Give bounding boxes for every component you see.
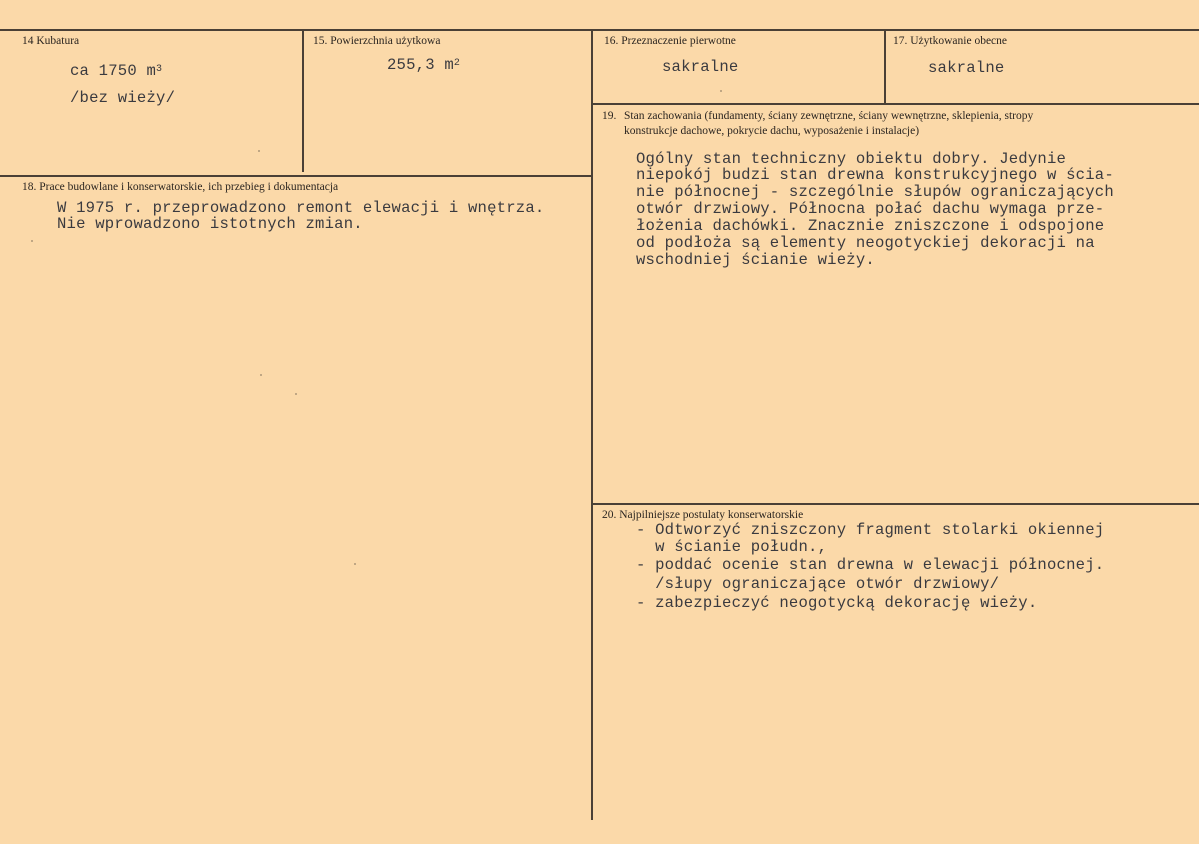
field-19-line-6: od podłoża są elementy neogotyckiej dekoracji na [636,234,1095,252]
paper-speck [260,374,262,376]
field-15-area-exponent: 2 [453,58,461,69]
field-15-area: 255,3 m [387,56,454,74]
field-18-line-2: Nie wprowadzono istotnych zmian. [57,215,363,233]
field-20-label: 20. Najpilniejsze postulaty konserwatorskie [602,509,804,521]
field-15-value [387,58,460,74]
field-19-line-7: wschodniej ścianie wieży. [636,251,875,269]
field-20-line-1: - Odtworzyć zniszczony fragment stolarki okiennej [636,521,1105,539]
field-16-value: sakralne [662,58,739,76]
field-18-line-1: W 1975 r. przeprowadzono remont elewacji i wnętrza. [57,199,545,217]
field-19-line-4: otwór drzwiowy. Północna połać dachu wymaga prze- [636,200,1105,218]
rule-top [0,29,1199,31]
field-19-line-2: niepokój budzi stan drewna konstrukcyjnego w ścia- [636,166,1114,184]
field-20-line-5: - zabezpieczyć neogotycką dekorację wieży. [636,594,1038,612]
paper-speck [258,150,260,152]
rule-16-17 [884,29,886,103]
field-20-line-4: /słupy ograniczające otwór drzwiowy/ [636,575,1000,593]
field-14-value [70,64,162,80]
field-14-volume-exponent: 3 [156,64,163,75]
paper-speck [354,563,356,565]
field-19-line-3: nie północnej - szczególnie słupów ograniczających [636,183,1114,201]
field-17-label: 17. Użytkowanie obecne [893,35,1008,47]
rule-center [591,29,593,820]
rule-14-15 [302,29,304,172]
rule-under-14-15 [0,175,593,177]
field-17-value: sakralne [928,59,1005,77]
field-20-line-2: w ścianie połudn., [636,538,828,556]
field-14-note: /bez wieży/ [70,89,176,107]
field-14-volume: ca 1750 m [70,62,157,80]
field-19-line-1: Ogólny stan techniczny obiektu dobry. Jedynie [636,150,1067,168]
rule-under-16-17 [592,103,1199,105]
field-19-label-line-2: konstrukcje dachowe, pokrycie dachu, wyposażenie i instalacje) [624,125,920,137]
field-20-line-3: - poddać ocenie stan drewna w elewacji północnej. [636,556,1105,574]
field-14-label: 14 Kubatura [22,35,80,47]
paper-speck [31,240,33,242]
field-19-label-num: 19. [602,110,617,122]
paper-speck [720,90,722,92]
field-16-label: 16. Przeznaczenie pierwotne [604,35,736,47]
rule-19-20 [592,503,1199,505]
field-15-label: 15. Powierzchnia użytkowa [313,35,441,47]
field-19-line-5: łożenia dachówki. Znacznie zniszczone i odspojone [636,217,1105,235]
paper-speck [295,393,297,395]
field-18-label: 18. Prace budowlane i konserwatorskie, ich przebieg i dokumentacja [22,181,339,193]
field-19-label-line-1: Stan zachowania (fundamenty, ściany zewnętrzne, ściany wewnętrzne, sklepienia, stropy [624,110,1034,122]
